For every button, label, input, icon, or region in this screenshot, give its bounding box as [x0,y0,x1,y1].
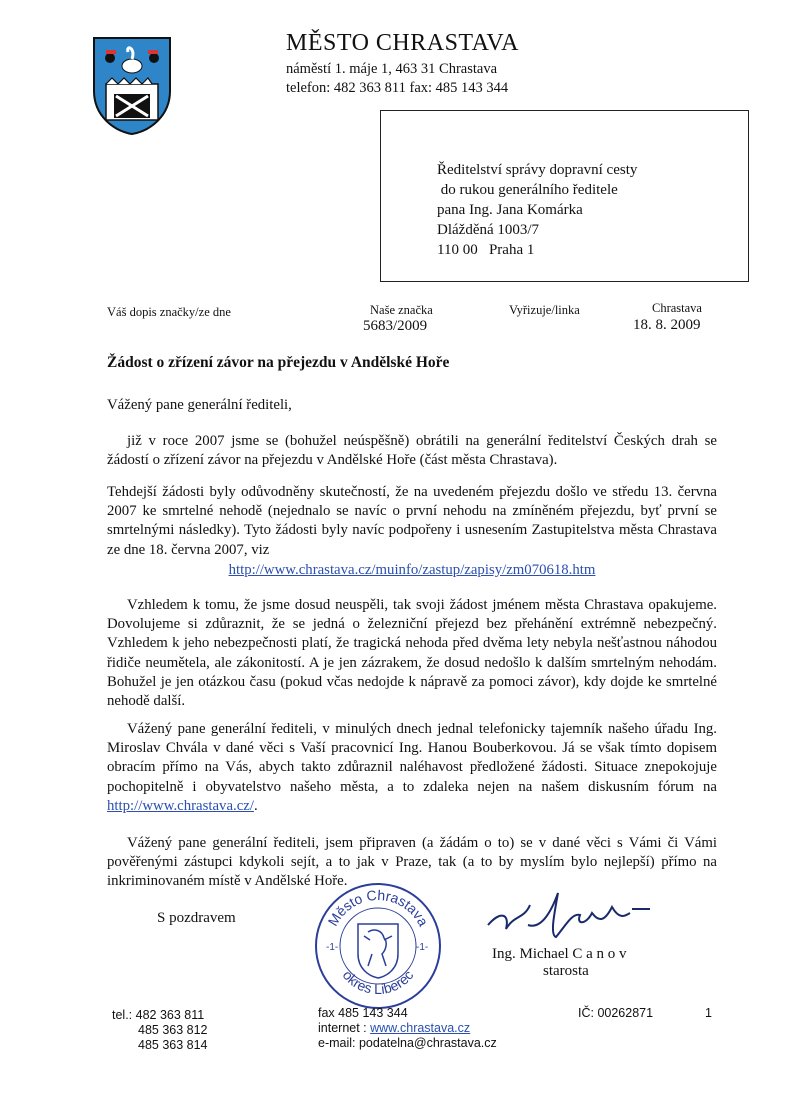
stamp-bottom-text: okres Liberec [339,967,417,998]
paragraph-5: Vážený pane generální řediteli, jsem připraven (a žádám o to) se v dané věci s Vámi či Vámi pověřenými zástupci kdykoli sejít, a to jak v Praze, tak (a to by myslím bylo nejlepší) přímo na inkriminovaném místě v Andělské Hoře. [107,835,717,890]
recipient-line: Dlážděná 1003/7 [437,222,540,238]
signatory-role: starosta [543,963,589,979]
recipient-line: Ředitelství správy dopravní cesty [437,162,638,178]
website-link[interactable]: www.chrastava.cz [370,1021,471,1035]
forum-link[interactable]: http://www.chrastava.cz/ [107,797,254,814]
recipient-line: pana Ing. Jana Komárka [437,202,583,218]
recipient-line: 110 00 Praha 1 [437,242,535,258]
footer-contacts [318,1006,497,1051]
footer-phones [112,1008,208,1053]
paragraph-1: již v roce 2007 jsme se (bohužel neúspěšně) obrátili na generální ředitelství Českých drah se žádostí o zřízení závor na přejezdu v Andělské Hoře (část města Chrastava). [107,433,717,469]
paragraph-4-text: Vážený pane generální řediteli, v minulých dnech jednal telefonicky tajemník našeho úřadu Ing. Miroslav Chvála v dané věci s Vaší pracovnicí Ing. Hanou Bouberkovou. Já se však tímto dopisem obracím přímo na Vás, abych takto zdůraznil naléhavost předložené žádosti. Situace znepokojuje pochopitelně i obyvatelstvo našeho města, a to zdaleka nejen na našem diskusním fórum na [107,721,717,795]
address-line: náměstí 1. máje 1, 463 31 Chrastava [286,61,498,77]
our-ref-value: 5683/2009 [363,318,428,334]
place-label: Chrastava [652,301,702,315]
our-ref-label: Naše značka [370,303,433,317]
your-ref-label: Váš dopis značky/ze dne [107,305,231,319]
city-crest-logo [92,36,172,136]
recipient-address [437,160,637,260]
page-title: MĚSTO CHRASTAVA [286,30,519,56]
stamp-side-mark: -1- [416,942,429,953]
handled-by-label: Vyřizuje/linka [509,303,580,317]
salutation: Vážený pane generální řediteli, [107,397,292,413]
council-minutes-link[interactable]: http://www.chrastava.cz/muinfo/zastup/zapisy/zm070618.htm [228,561,596,578]
footer-tel-1: tel.: 482 363 811 [112,1008,205,1022]
closing: S pozdravem [157,910,236,926]
letter-subject: Žádost o zřízení závor na přejezdu v Andělské Hoře [107,354,450,371]
paragraph-2-text: Tehdejší žádosti byly odůvodněny skutečností, že na uvedeném přejezdu došlo ve středu 13. června 2007 ke smrtelné nehodě (nejednalo se navíc o první nehodu na zmíněném přejezdu, byť první se smrtelnými následky). Tyto žádosti byly navíc podpořeny i usnesením Zastupitelstva města Chrastava ze dne 18. června 2007, viz [107,484,717,558]
handwritten-signature [480,885,680,945]
footer-ic: IČ: 00262871 [578,1006,654,1020]
signatory-name: Ing. Michael C a n o v [492,946,627,962]
stamp-side-mark: -1- [326,942,339,953]
page-number: 1 [705,1006,712,1020]
recipient-line: do rukou generálního ředitele [437,182,618,198]
official-stamp [312,880,444,1012]
sender-address [286,60,508,98]
paragraph-3: Vzhledem k tomu, že jsme dosud neuspěli, tak svoji žádost jménem města Chrastava opakujeme. Dovolujeme si zdůraznit, že se jedná o železniční přejezd bez přehánění extrémně nebezpečný. Vzhledem k jeho nebezpečnosti platí, že tragická nehoda před dvěma lety nebyla nešťastnou náhodou řidiče neumětela, ale zákonitostí. A je jen zázrakem, že dosud nedošlo k dalším smrtelným nehodám. Bohužel je jen otázkou času (pokud včas nedojde k nápravě za pomoci závor), kdy dojde ke smrtelné nehodě další. [107,597,717,710]
phone-line: telefon: 482 363 811 fax: 485 143 344 [286,80,509,96]
stamp-top-text: Město Chrastava [324,886,432,929]
footer-internet-label: internet : [318,1021,371,1035]
paragraph-4-end: . [253,797,258,814]
svg-text:okres Liberec [340,967,417,997]
footer-tel-3: 485 363 814 [138,1038,208,1052]
paragraph-4 [107,720,717,816]
footer-tel-2: 485 363 812 [138,1023,208,1037]
paragraph-2 [107,483,717,580]
footer-fax: fax 485 143 344 [318,1006,408,1020]
letter-date: 18. 8. 2009 [633,317,701,333]
footer-email: e-mail: podatelna@chrastava.cz [318,1036,497,1050]
